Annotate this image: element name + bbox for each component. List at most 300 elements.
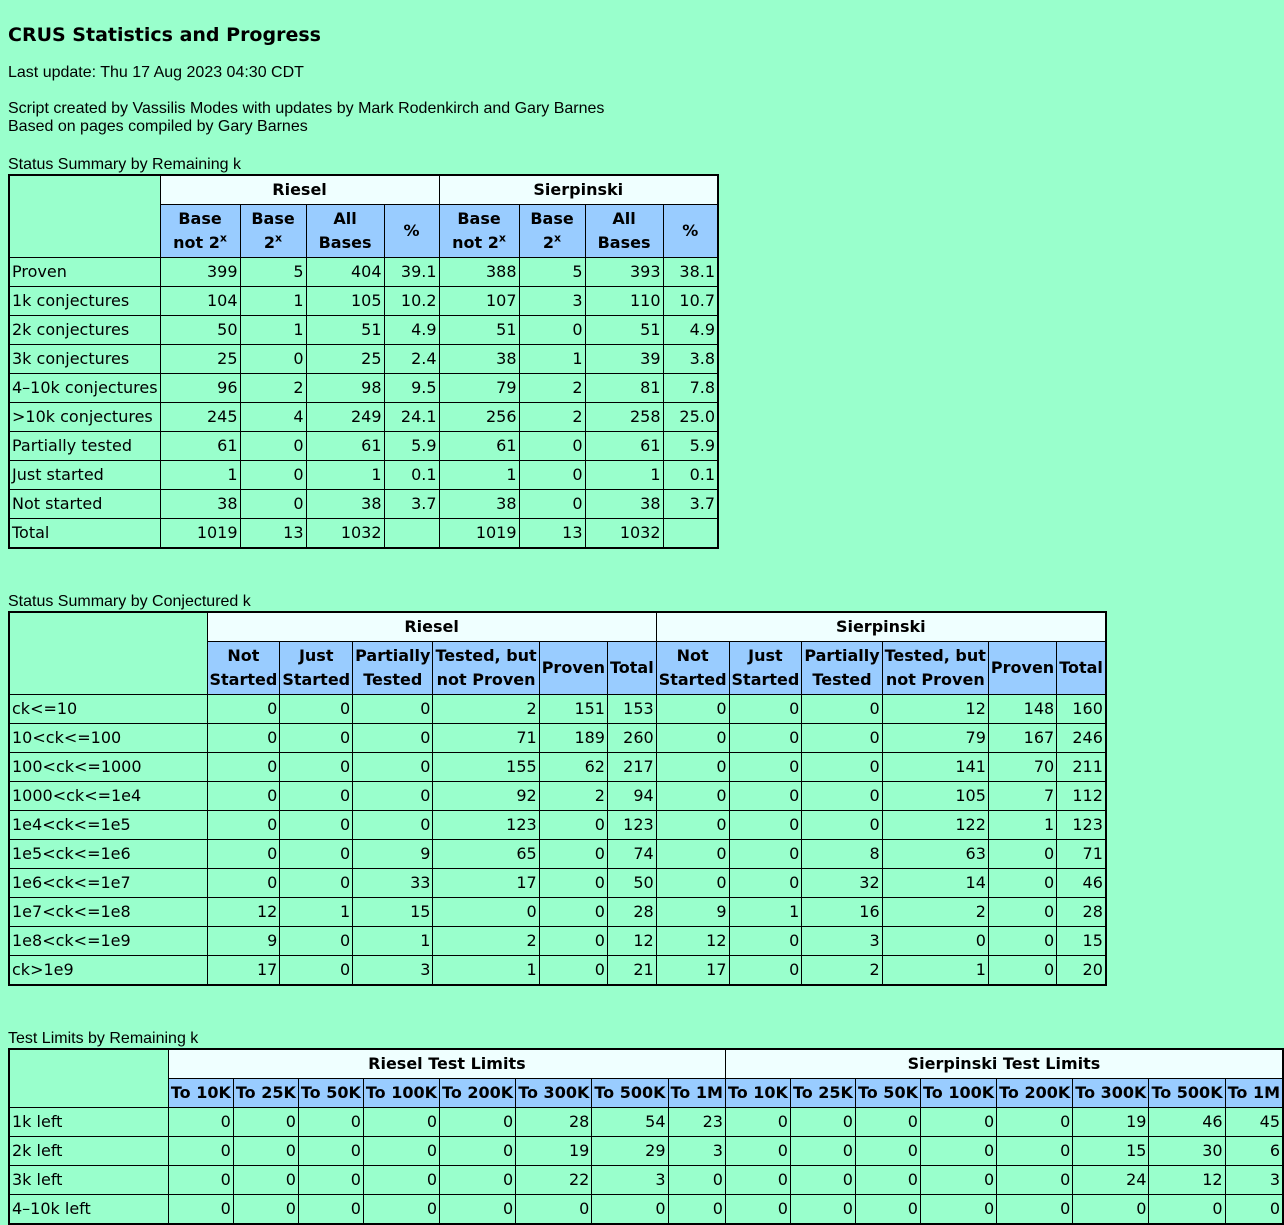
group-header: Sierpinski bbox=[439, 175, 718, 205]
table-cell: 0 bbox=[668, 1195, 725, 1225]
row-label: 1e8<ck<=1e9 bbox=[9, 927, 207, 956]
table-cell: 245 bbox=[160, 403, 240, 432]
table-cell: 0 bbox=[729, 695, 802, 724]
table-cell: 122 bbox=[882, 811, 988, 840]
column-header: To 500K bbox=[592, 1079, 668, 1108]
table-cell: 393 bbox=[585, 258, 663, 287]
table-cell: 0 bbox=[519, 432, 585, 461]
table-cell: 0 bbox=[656, 724, 729, 753]
table-cell: 0 bbox=[988, 956, 1056, 986]
table-cell: 0 bbox=[1149, 1195, 1225, 1225]
table-cell: 0 bbox=[280, 811, 353, 840]
table-cell: 160 bbox=[1057, 695, 1106, 724]
row-label: 10<ck<=100 bbox=[9, 724, 207, 753]
table-cell: 105 bbox=[882, 782, 988, 811]
row-label: 100<ck<=1000 bbox=[9, 753, 207, 782]
column-header: To 10K bbox=[168, 1079, 233, 1108]
table-cell: 0 bbox=[280, 927, 353, 956]
table-cell: 0 bbox=[729, 840, 802, 869]
row-label: ck>1e9 bbox=[9, 956, 207, 986]
table-cell: 15 bbox=[353, 898, 433, 927]
header-line-2: not 2 bbox=[452, 233, 499, 252]
page-title: CRUS Statistics and Progress bbox=[8, 24, 321, 46]
column-header: To 1M bbox=[1225, 1079, 1283, 1108]
header-line-1: All bbox=[333, 209, 357, 228]
table-cell: 0 bbox=[920, 1108, 996, 1137]
table-cell: 0 bbox=[363, 1137, 439, 1166]
table-cell: 404 bbox=[306, 258, 384, 287]
table-row bbox=[9, 519, 718, 549]
header-line-1: % bbox=[403, 221, 420, 240]
column-header: To 300K bbox=[516, 1079, 592, 1108]
table-cell: 61 bbox=[585, 432, 663, 461]
table-cell bbox=[384, 519, 439, 549]
table-cell: 1 bbox=[160, 461, 240, 490]
table-cell: 12 bbox=[207, 898, 280, 927]
table-cell: 0 bbox=[539, 840, 607, 869]
table-row bbox=[9, 461, 718, 490]
table-row bbox=[9, 695, 1106, 724]
table-row bbox=[9, 724, 1106, 753]
table-row bbox=[9, 345, 718, 374]
table-cell: 0 bbox=[168, 1166, 233, 1195]
table-cell: 30 bbox=[1149, 1137, 1225, 1166]
group-header: Riesel bbox=[207, 612, 656, 642]
table-cell: 2 bbox=[882, 898, 988, 927]
table-cell: 1019 bbox=[160, 519, 240, 549]
header-line-1: Not bbox=[676, 646, 709, 665]
conjectured-caption: Status Summary by Conjectured k bbox=[8, 593, 251, 610]
table-cell: 1 bbox=[439, 461, 519, 490]
table-cell: 12 bbox=[607, 927, 656, 956]
table-row bbox=[9, 403, 718, 432]
table-cell: 4.9 bbox=[384, 316, 439, 345]
table-cell: 38 bbox=[585, 490, 663, 519]
row-label: 1e4<ck<=1e5 bbox=[9, 811, 207, 840]
column-header bbox=[353, 642, 433, 695]
table-cell: 9.5 bbox=[384, 374, 439, 403]
table-cell: 256 bbox=[439, 403, 519, 432]
column-header bbox=[729, 642, 802, 695]
table-cell: 0 bbox=[207, 869, 280, 898]
row-label: 2k conjectures bbox=[9, 316, 160, 345]
table-cell: 105 bbox=[306, 287, 384, 316]
column-header: To 50K bbox=[298, 1079, 363, 1108]
header-line-1: Tested, but bbox=[884, 646, 986, 665]
row-label: ck<=10 bbox=[9, 695, 207, 724]
table-cell: 3.7 bbox=[384, 490, 439, 519]
conjectured-k-table bbox=[8, 611, 1107, 986]
table-cell: 0 bbox=[802, 811, 882, 840]
header-line-1: Base bbox=[178, 209, 222, 228]
row-label: 1e5<ck<=1e6 bbox=[9, 840, 207, 869]
header-line-2: not Proven bbox=[436, 670, 536, 689]
table-cell: 38.1 bbox=[663, 258, 718, 287]
table-row bbox=[9, 1108, 1283, 1137]
table-cell: 9 bbox=[353, 840, 433, 869]
table-cell: 0 bbox=[725, 1137, 790, 1166]
table-cell: 3 bbox=[353, 956, 433, 986]
table-cell: 0 bbox=[233, 1137, 298, 1166]
table-cell: 217 bbox=[607, 753, 656, 782]
table-cell: 9 bbox=[207, 927, 280, 956]
table-cell: 0 bbox=[855, 1195, 920, 1225]
header-line-2: Started bbox=[658, 670, 727, 689]
table-cell: 2 bbox=[519, 403, 585, 432]
header-line-1: Total bbox=[1059, 658, 1103, 677]
group-header: Sierpinski bbox=[656, 612, 1106, 642]
table-cell: 54 bbox=[592, 1108, 668, 1137]
column-header bbox=[207, 642, 280, 695]
table-cell: 0 bbox=[240, 490, 306, 519]
header-superscript: x bbox=[219, 231, 227, 245]
table-row bbox=[9, 782, 1106, 811]
table-cell: 0 bbox=[233, 1108, 298, 1137]
header-line-2: Bases bbox=[318, 233, 372, 252]
table-cell: 5.9 bbox=[384, 432, 439, 461]
table-cell: 153 bbox=[607, 695, 656, 724]
table-cell: 0.1 bbox=[663, 461, 718, 490]
remaining-caption: Status Summary by Remaining k bbox=[8, 156, 241, 173]
header-line-1: Partially bbox=[804, 646, 880, 665]
header-line-1: Partially bbox=[355, 646, 431, 665]
table-cell: 1 bbox=[240, 316, 306, 345]
table-cell: 0 bbox=[725, 1195, 790, 1225]
table-cell: 0 bbox=[168, 1195, 233, 1225]
header-line-1: Proven bbox=[990, 658, 1055, 677]
column-header bbox=[656, 642, 729, 695]
table-cell: 0 bbox=[656, 869, 729, 898]
table-cell: 0 bbox=[207, 753, 280, 782]
header-line-2: not 2 bbox=[173, 233, 220, 252]
header-line-1: Proven bbox=[541, 658, 605, 677]
table-cell: 8 bbox=[802, 840, 882, 869]
table-cell: 2 bbox=[240, 374, 306, 403]
table-cell: 17 bbox=[207, 956, 280, 986]
row-label: 1k left bbox=[9, 1108, 168, 1137]
table-cell: 0 bbox=[539, 869, 607, 898]
table-cell: 2.4 bbox=[384, 345, 439, 374]
table-cell: 0 bbox=[539, 927, 607, 956]
table-cell: 0 bbox=[280, 869, 353, 898]
table-cell: 0 bbox=[729, 724, 802, 753]
table-cell: 141 bbox=[882, 753, 988, 782]
table-cell: 0 bbox=[790, 1195, 855, 1225]
table-cell: 6 bbox=[1225, 1137, 1283, 1166]
table-cell: 0 bbox=[997, 1108, 1073, 1137]
header-line-1: Total bbox=[609, 658, 654, 677]
table-cell: 7 bbox=[988, 782, 1056, 811]
table-cell: 0 bbox=[280, 724, 353, 753]
table-cell: 0 bbox=[280, 956, 353, 986]
table-row bbox=[9, 490, 718, 519]
test-limits-table bbox=[8, 1048, 1284, 1225]
table-cell: 2 bbox=[802, 956, 882, 986]
group-header: Sierpinski Test Limits bbox=[725, 1049, 1283, 1079]
table-cell: 211 bbox=[1057, 753, 1106, 782]
table-cell: 0 bbox=[433, 898, 539, 927]
table-cell: 0 bbox=[656, 840, 729, 869]
column-header bbox=[433, 642, 539, 695]
table-row bbox=[9, 840, 1106, 869]
table-cell: 0 bbox=[539, 898, 607, 927]
column-header: To 200K bbox=[997, 1079, 1073, 1108]
corner-cell bbox=[9, 612, 207, 695]
table-cell: 23 bbox=[668, 1108, 725, 1137]
table-cell: 0 bbox=[353, 782, 433, 811]
table-cell: 0 bbox=[729, 956, 802, 986]
table-cell: 3 bbox=[592, 1166, 668, 1195]
page-content bbox=[8, 0, 1284, 1225]
table-cell: 0 bbox=[802, 753, 882, 782]
header-line-2: 2 bbox=[263, 233, 276, 252]
table-cell: 0 bbox=[988, 898, 1056, 927]
table-cell: 0 bbox=[656, 753, 729, 782]
table-cell: 1019 bbox=[439, 519, 519, 549]
column-header: To 25K bbox=[233, 1079, 298, 1108]
column-header: To 1M bbox=[668, 1079, 725, 1108]
table-cell: 104 bbox=[160, 287, 240, 316]
table-row bbox=[9, 316, 718, 345]
table-cell: 110 bbox=[585, 287, 663, 316]
table-cell: 28 bbox=[607, 898, 656, 927]
table-cell: 0 bbox=[280, 782, 353, 811]
table-cell: 1 bbox=[988, 811, 1056, 840]
header-line-2: Started bbox=[731, 670, 800, 689]
table-cell: 0 bbox=[729, 869, 802, 898]
table-cell: 0 bbox=[1225, 1195, 1283, 1225]
table-cell: 0 bbox=[298, 1166, 363, 1195]
table-cell: 1 bbox=[519, 345, 585, 374]
row-label: 1000<ck<=1e4 bbox=[9, 782, 207, 811]
row-label: 1e6<ck<=1e7 bbox=[9, 869, 207, 898]
table-cell: 19 bbox=[516, 1137, 592, 1166]
table-cell: 0 bbox=[997, 1195, 1073, 1225]
table-cell: 0 bbox=[855, 1108, 920, 1137]
column-header: To 25K bbox=[790, 1079, 855, 1108]
header-superscript: x bbox=[498, 231, 506, 245]
header-line-1: Base bbox=[457, 209, 501, 228]
table-cell: 94 bbox=[607, 782, 656, 811]
row-label: Proven bbox=[9, 258, 160, 287]
table-cell: 0 bbox=[298, 1108, 363, 1137]
table-row bbox=[9, 898, 1106, 927]
column-header bbox=[988, 642, 1056, 695]
table-row bbox=[9, 374, 718, 403]
table-cell: 0 bbox=[298, 1195, 363, 1225]
table-cell: 71 bbox=[1057, 840, 1106, 869]
table-cell: 15 bbox=[1073, 1137, 1149, 1166]
table-cell: 107 bbox=[439, 287, 519, 316]
table-cell: 0 bbox=[280, 695, 353, 724]
table-cell: 0 bbox=[280, 753, 353, 782]
table-cell: 1 bbox=[306, 461, 384, 490]
credit-line-1: Script created by Vassilis Modes with updates by Mark Rodenkirch and Gary Barnes bbox=[8, 100, 605, 117]
table-cell: 71 bbox=[433, 724, 539, 753]
table-cell: 38 bbox=[160, 490, 240, 519]
table-cell: 25.0 bbox=[663, 403, 718, 432]
table-cell: 0 bbox=[440, 1108, 516, 1137]
table-cell: 0 bbox=[656, 811, 729, 840]
column-header bbox=[1057, 642, 1106, 695]
table-cell: 0 bbox=[882, 927, 988, 956]
table-cell: 4.9 bbox=[663, 316, 718, 345]
table-cell: 0 bbox=[516, 1195, 592, 1225]
row-label: 1k conjectures bbox=[9, 287, 160, 316]
table-cell: 1032 bbox=[585, 519, 663, 549]
table-cell: 12 bbox=[882, 695, 988, 724]
table-cell: 21 bbox=[607, 956, 656, 986]
column-header bbox=[663, 205, 718, 258]
column-header: To 200K bbox=[440, 1079, 516, 1108]
table-cell: 17 bbox=[656, 956, 729, 986]
table-cell: 2 bbox=[539, 782, 607, 811]
row-label: >10k conjectures bbox=[9, 403, 160, 432]
column-header: To 300K bbox=[1073, 1079, 1149, 1108]
table-cell: 0 bbox=[539, 811, 607, 840]
column-header: To 500K bbox=[1149, 1079, 1225, 1108]
table-cell: 74 bbox=[607, 840, 656, 869]
header-line-2: Started bbox=[282, 670, 351, 689]
table-cell: 29 bbox=[592, 1137, 668, 1166]
column-header bbox=[585, 205, 663, 258]
table-cell: 0 bbox=[440, 1137, 516, 1166]
column-header bbox=[802, 642, 882, 695]
table-cell: 0 bbox=[207, 811, 280, 840]
table-row bbox=[9, 927, 1106, 956]
table-cell: 0 bbox=[363, 1108, 439, 1137]
table-row bbox=[9, 287, 718, 316]
table-row bbox=[9, 753, 1106, 782]
table-cell: 0 bbox=[988, 927, 1056, 956]
table-cell: 0 bbox=[729, 782, 802, 811]
table-cell: 151 bbox=[539, 695, 607, 724]
table-cell: 13 bbox=[519, 519, 585, 549]
table-cell: 16 bbox=[802, 898, 882, 927]
table-cell: 0 bbox=[656, 782, 729, 811]
table-cell: 50 bbox=[607, 869, 656, 898]
table-cell: 9 bbox=[656, 898, 729, 927]
column-header bbox=[539, 642, 607, 695]
table-cell: 1 bbox=[240, 287, 306, 316]
table-cell: 0 bbox=[353, 811, 433, 840]
column-header bbox=[882, 642, 988, 695]
table-cell: 0 bbox=[725, 1108, 790, 1137]
group-header: Riesel bbox=[160, 175, 439, 205]
table-cell: 249 bbox=[306, 403, 384, 432]
table-cell: 0 bbox=[920, 1137, 996, 1166]
table-cell: 24.1 bbox=[384, 403, 439, 432]
table-cell: 2 bbox=[433, 927, 539, 956]
header-line-2: Tested bbox=[812, 670, 872, 689]
table-cell: 32 bbox=[802, 869, 882, 898]
table-cell: 260 bbox=[607, 724, 656, 753]
last-update: Last update: Thu 17 Aug 2023 04:30 CDT bbox=[8, 64, 304, 81]
row-label: 4–10k conjectures bbox=[9, 374, 160, 403]
column-header: To 100K bbox=[363, 1079, 439, 1108]
table-cell: 5.9 bbox=[663, 432, 718, 461]
table-row bbox=[9, 1137, 1283, 1166]
column-header bbox=[519, 205, 585, 258]
header-superscript: x bbox=[554, 231, 562, 245]
table-cell: 5 bbox=[519, 258, 585, 287]
table-row bbox=[9, 432, 718, 461]
table-cell: 388 bbox=[439, 258, 519, 287]
header-line-1: Just bbox=[298, 646, 334, 665]
table-cell: 2 bbox=[519, 374, 585, 403]
table-cell: 25 bbox=[160, 345, 240, 374]
table-cell: 0 bbox=[790, 1108, 855, 1137]
table-cell: 0 bbox=[802, 724, 882, 753]
table-cell: 0 bbox=[855, 1137, 920, 1166]
header-line-2: 2 bbox=[542, 233, 555, 252]
table-cell: 0 bbox=[920, 1166, 996, 1195]
table-cell: 22 bbox=[516, 1166, 592, 1195]
table-cell: 15 bbox=[1057, 927, 1106, 956]
table-cell bbox=[663, 519, 718, 549]
table-cell: 0 bbox=[656, 695, 729, 724]
table-cell: 123 bbox=[1057, 811, 1106, 840]
table-cell: 46 bbox=[1149, 1108, 1225, 1137]
table-cell: 3.8 bbox=[663, 345, 718, 374]
table-cell: 246 bbox=[1057, 724, 1106, 753]
table-cell: 2 bbox=[433, 695, 539, 724]
table-cell: 61 bbox=[439, 432, 519, 461]
table-cell: 0 bbox=[802, 695, 882, 724]
table-cell: 79 bbox=[439, 374, 519, 403]
table-cell: 1 bbox=[585, 461, 663, 490]
table-cell: 3 bbox=[519, 287, 585, 316]
table-cell: 0 bbox=[363, 1166, 439, 1195]
table-cell: 17 bbox=[433, 869, 539, 898]
header-line-2: Bases bbox=[597, 233, 651, 252]
header-line-1: All bbox=[612, 209, 636, 228]
table-cell: 0 bbox=[440, 1166, 516, 1195]
table-cell: 81 bbox=[585, 374, 663, 403]
table-cell: 0 bbox=[353, 724, 433, 753]
table-cell: 148 bbox=[988, 695, 1056, 724]
header-line-2: Tested bbox=[363, 670, 423, 689]
table-cell: 0 bbox=[240, 461, 306, 490]
table-cell: 1 bbox=[882, 956, 988, 986]
table-cell: 0 bbox=[207, 782, 280, 811]
table-cell: 112 bbox=[1057, 782, 1106, 811]
table-cell: 0 bbox=[240, 432, 306, 461]
table-cell: 61 bbox=[306, 432, 384, 461]
table-cell: 19 bbox=[1073, 1108, 1149, 1137]
credit-line-2: Based on pages compiled by Gary Barnes bbox=[8, 118, 308, 135]
table-cell: 4 bbox=[240, 403, 306, 432]
table-cell: 24 bbox=[1073, 1166, 1149, 1195]
remaining-k-table bbox=[8, 174, 719, 549]
table-cell: 0 bbox=[353, 753, 433, 782]
table-cell: 28 bbox=[516, 1108, 592, 1137]
table-cell: 98 bbox=[306, 374, 384, 403]
table-cell: 0 bbox=[207, 840, 280, 869]
header-superscript: x bbox=[275, 231, 283, 245]
table-cell: 10.2 bbox=[384, 287, 439, 316]
table-cell: 65 bbox=[433, 840, 539, 869]
table-cell: 70 bbox=[988, 753, 1056, 782]
column-header bbox=[607, 642, 656, 695]
table-cell: 51 bbox=[585, 316, 663, 345]
table-cell: 3 bbox=[802, 927, 882, 956]
table-cell: 167 bbox=[988, 724, 1056, 753]
corner-cell bbox=[9, 175, 160, 258]
table-cell: 1 bbox=[433, 956, 539, 986]
column-header bbox=[160, 205, 240, 258]
table-cell: 39.1 bbox=[384, 258, 439, 287]
